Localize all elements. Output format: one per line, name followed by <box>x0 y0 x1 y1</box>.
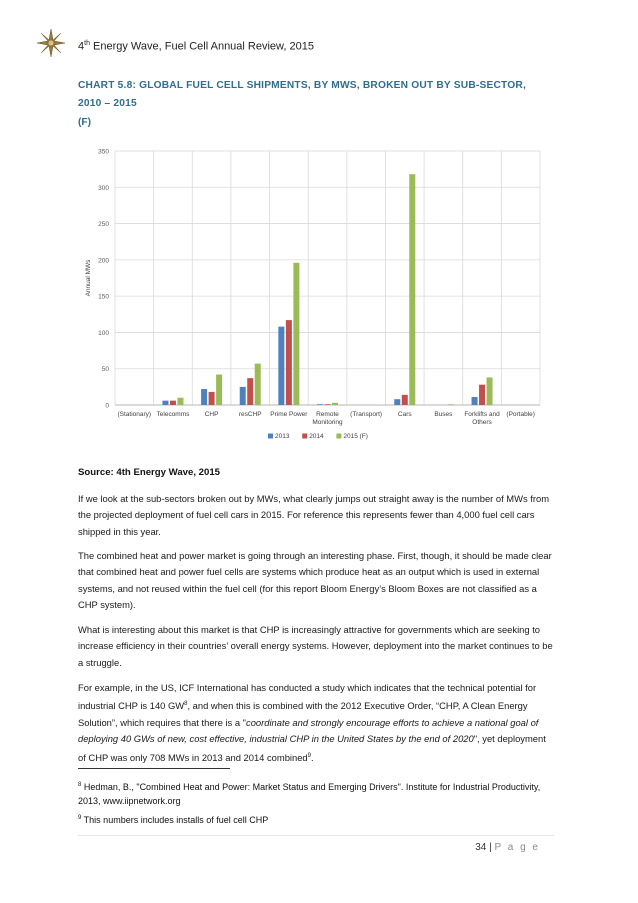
x-tick-label: resCHP <box>238 411 262 418</box>
page-number: 34 | P a g e <box>475 842 540 853</box>
y-tick-label: 150 <box>98 293 109 301</box>
source-note: Source: 4th Energy Wave, 2015 <box>78 467 221 478</box>
bar-2015-f- <box>293 263 299 405</box>
bar-2013 <box>317 404 323 405</box>
bar-2013 <box>472 397 478 405</box>
x-tick-label: Monitoring <box>312 419 343 426</box>
bar-2014 <box>286 320 292 405</box>
bar-2014 <box>209 392 215 405</box>
bar-2015-f- <box>487 377 493 405</box>
footer-divider <box>78 835 554 836</box>
bar-2015-f- <box>216 375 222 405</box>
x-tick-label: (Transport) <box>350 411 383 418</box>
legend-label: 2013 <box>275 433 290 440</box>
legend-swatch <box>336 434 341 439</box>
legend-label: 2014 <box>309 433 324 440</box>
x-tick-label: Buses <box>434 411 453 418</box>
y-tick-label: 350 <box>98 148 109 156</box>
y-axis-label: Annual MWs <box>85 259 92 297</box>
y-tick-label: 300 <box>98 184 109 192</box>
bar-2013 <box>201 389 207 405</box>
x-tick-label: Remote <box>316 411 339 418</box>
footnote-divider <box>78 768 230 769</box>
x-tick-label: Forklifts and <box>464 411 500 418</box>
x-tick-label: CHP <box>204 411 219 418</box>
bar-2014 <box>325 404 331 405</box>
logo-icon <box>36 28 66 58</box>
bar-2013 <box>240 387 246 405</box>
footnote-9: $^9$ This numbers includes installs of fuel cell CHP <box>78 815 269 825</box>
x-tick-label: Cars <box>397 411 412 418</box>
y-tick-label: 50 <box>101 366 109 374</box>
page-header: 4th Energy Wave, Fuel Cell Annual Review, 2015 <box>78 40 314 53</box>
x-tick-label: Others <box>472 419 492 426</box>
paragraph-3: What is interesting about this market is that CHP is increasingly attractive for governments which are seeking to increase efficiency in their countries’ overall energy systems. However, deployment into the market continues to be a struggle. <box>78 624 553 668</box>
paragraph-2: The combined heat and power market is going through an interesting phase. First, though, it should be made clear that combined heat and power fuel cells are systems which produce heat as an output which is used in external systems, and not reused within the fuel cell (for this report Bloom Energy’s Bloom Boxes are not classified as a CHP system). <box>78 550 552 611</box>
bar-2014 <box>247 378 253 405</box>
bar-2015-f- <box>255 364 261 405</box>
y-tick-label: 100 <box>98 329 109 337</box>
legend-swatch <box>302 434 307 439</box>
footnote-8: $^8$ Hedman, B., "Combined Heat and Power: Market Status and Emerging Drivers". Institute for Industrial Productivity, 2013, www.iipnetwork.org <box>78 782 541 806</box>
chart-caption: CHART 5.8: GLOBAL FUEL CELL SHIPMENTS, BY MWS, BROKEN OUT BY SUB-SECTOR, 2010 – 2015 <box>78 80 526 109</box>
bar-2014 <box>170 401 176 405</box>
x-tick-label: Prime Power <box>270 411 308 418</box>
bar-chart <box>78 142 558 452</box>
bar-2015-f- <box>409 174 415 405</box>
bar-2015-f- <box>448 404 454 405</box>
x-tick-label: (Stationary) <box>117 411 152 418</box>
bar-2014 <box>402 395 408 405</box>
y-tick-label: 250 <box>98 221 109 229</box>
legend-label: 2015 (F) <box>343 433 368 440</box>
x-tick-label: (Portable) <box>506 411 535 418</box>
bar-2015-f- <box>332 403 338 405</box>
chart-caption-sub: (F) <box>78 117 92 128</box>
bar-2013 <box>394 399 400 405</box>
legend-swatch <box>268 434 273 439</box>
paragraph-1: If we look at the sub-sectors broken out by MWs, what clearly jumps out straight away is the number of MWs from the projected deployment of fuel cell cars in 2015. For reference this represents fewer than 4,000 fuel cell cars shipped in this year. <box>78 493 550 537</box>
bar-2014 <box>479 385 485 405</box>
x-tick-label: Telecomms <box>156 411 190 418</box>
paragraph-4: For example, in the US, ICF International has conducted a study which indicates that the technical potential for industrial CHP is 140 $GW^8$, and when this is combined with the 2012 Executive Order, “CHP, A Clean Energy Solution”, which requires that there is a "coordinate and strongly encourage efforts to achieve a national goal of deploying 40 GWs of new, cost effective, industrial CHP in the United States by the end of 2020", yet deployment of CHP was only 708 MWs in 2013 and 2014 combined$^9$. <box>78 682 546 763</box>
bar-2013 <box>162 401 168 405</box>
y-tick-label: 0 <box>105 402 109 410</box>
y-tick-label: 200 <box>98 257 109 265</box>
bar-2015-f- <box>177 398 183 405</box>
bar-2013 <box>278 327 284 405</box>
